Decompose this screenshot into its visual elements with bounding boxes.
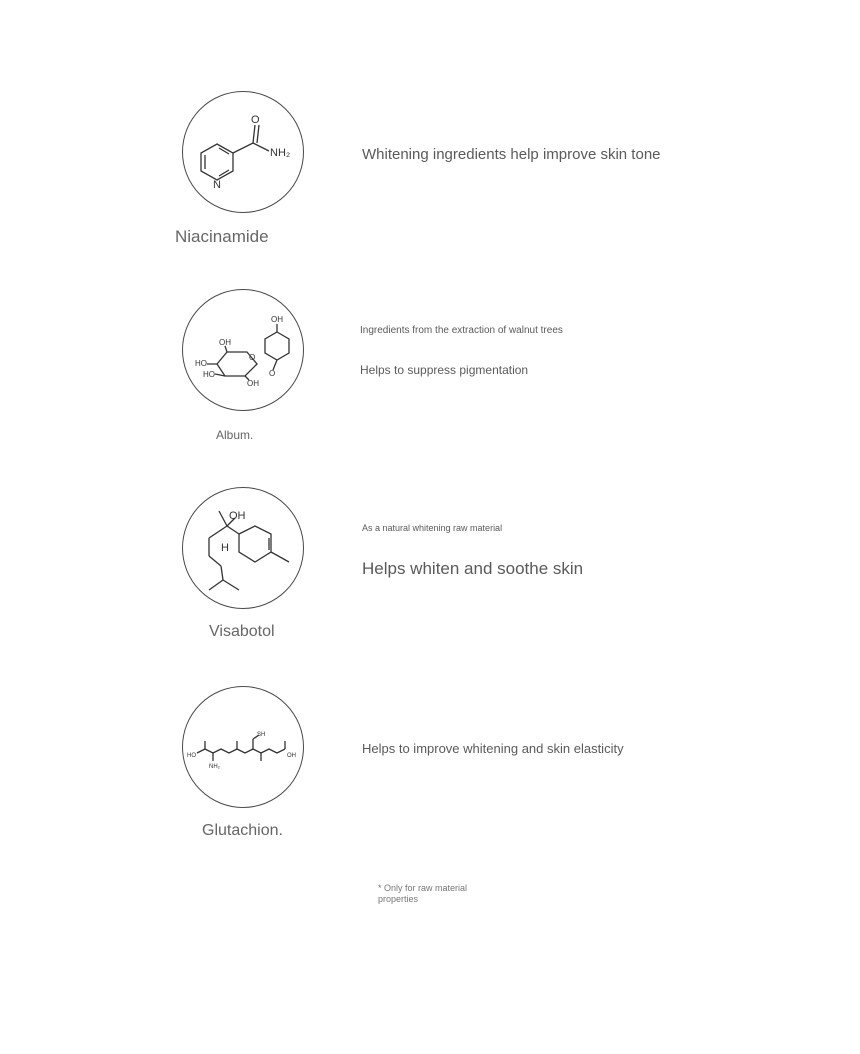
footnote: * Only for raw material properties [378,883,468,904]
glutachion-description: Helps to improve whitening and skin elasticity [362,741,624,756]
visabotol-description-2: Helps whiten and soothe skin [362,559,584,578]
niacinamide-label-nh2: NH₂ [270,147,291,159]
visabotol-structure-image [182,487,304,609]
ingredient-name-niacinamide: Niacinamide [175,227,269,246]
visabotol-description-1: As a natural whitening raw material [362,523,503,533]
glutachion-label-ho: HO [187,753,196,759]
glutachion-label-oh: OH [287,753,296,759]
niacinamide-label-n: N [213,179,221,191]
album-label-oh-left: OH [219,338,231,347]
niacinamide-description: Whitening ingredients help improve skin tone [362,146,661,163]
visabotol-label-h: H [221,542,229,554]
niacinamide-label-o: O [251,114,260,126]
album-description-1: Ingredients from the extraction of walnut trees [360,325,563,336]
album-label-oh-top: OH [271,315,283,324]
album-label-o-link: O [269,369,276,378]
album-structure-image [182,289,304,411]
album-description-2: Helps to suppress pigmentation [360,363,529,377]
glutachion-label-sh: SH [257,732,266,738]
glutachion-label-nh2: NH₂ [209,764,220,770]
ingredient-name-glutachion: Glutachion. [202,822,283,839]
niacinamide-structure-image [182,91,304,213]
visabotol-label-oh: OH [229,510,246,522]
album-label-ho-1: HO [195,359,207,368]
album-label-oh-bottom: OH [247,379,259,388]
album-label-o-ring: O [249,353,256,362]
glutachion-structure-image [182,686,304,808]
ingredient-name-visabotol: Visabotol [209,623,275,640]
album-label-ho-2: HO [203,370,215,379]
ingredient-name-album: Album. [216,428,254,442]
